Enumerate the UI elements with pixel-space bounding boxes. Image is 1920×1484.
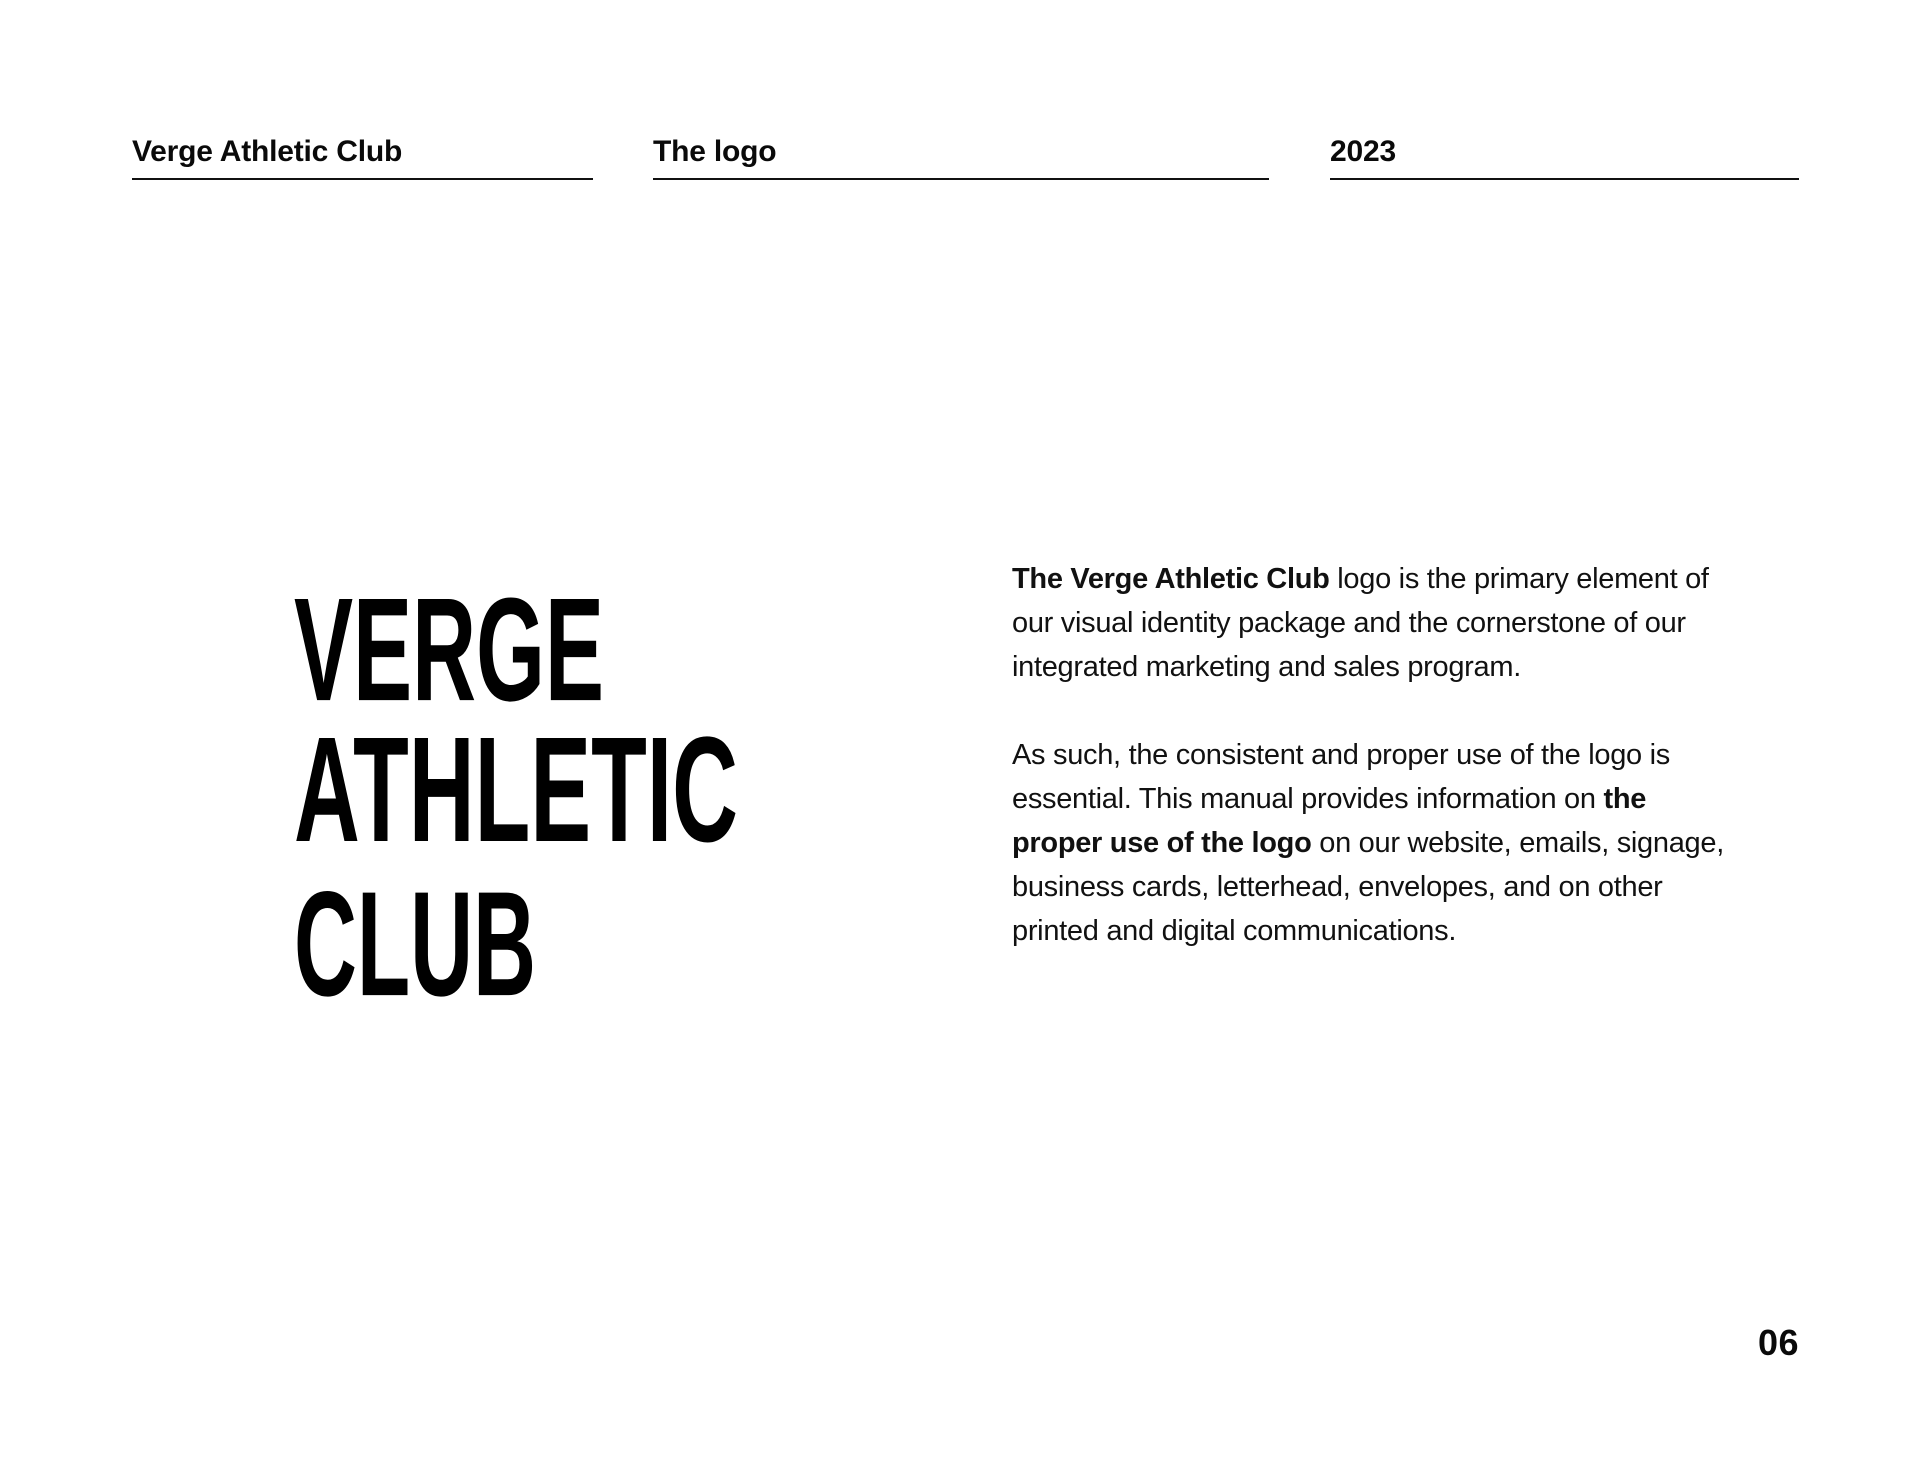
description-paragraph-2 bbox=[1012, 733, 1732, 953]
header-year-label: 2023 bbox=[1330, 135, 1396, 168]
brand-name-bold: The Verge Athletic Club bbox=[1012, 563, 1330, 595]
header-section-label: The logo bbox=[653, 135, 777, 168]
logo-line-club: CLUB bbox=[294, 860, 536, 1028]
logo-description bbox=[1012, 557, 1732, 997]
header-year bbox=[1330, 132, 1799, 180]
paragraph-2-start: As such, the consistent and proper use of the logo is essential. This manual provides information on bbox=[1012, 739, 1670, 815]
header-section bbox=[653, 132, 1269, 180]
paragraph-2-end: on our website, emails, signage, business cards, letterhead, envelopes, and on other printed and digital communications. bbox=[1012, 827, 1724, 947]
logo-line-athletic: ATHLETIC bbox=[294, 705, 738, 874]
description-paragraph-1 bbox=[1012, 557, 1732, 689]
verge-athletic-club-logo bbox=[294, 550, 738, 1028]
paragraph-1-text: logo is the primary element of our visual identity package and the cornerstone of our integrated marketing and sales program. bbox=[1012, 563, 1709, 683]
header-brand-label: Verge Athletic Club bbox=[132, 135, 403, 168]
page-number: 06 bbox=[1757, 1322, 1799, 1363]
logo-wordmark-svg bbox=[294, 550, 738, 1028]
logo-line-verge: VERGE bbox=[294, 568, 604, 732]
proper-use-bold: the proper use of the logo bbox=[1012, 783, 1647, 859]
header-brand bbox=[132, 132, 593, 180]
